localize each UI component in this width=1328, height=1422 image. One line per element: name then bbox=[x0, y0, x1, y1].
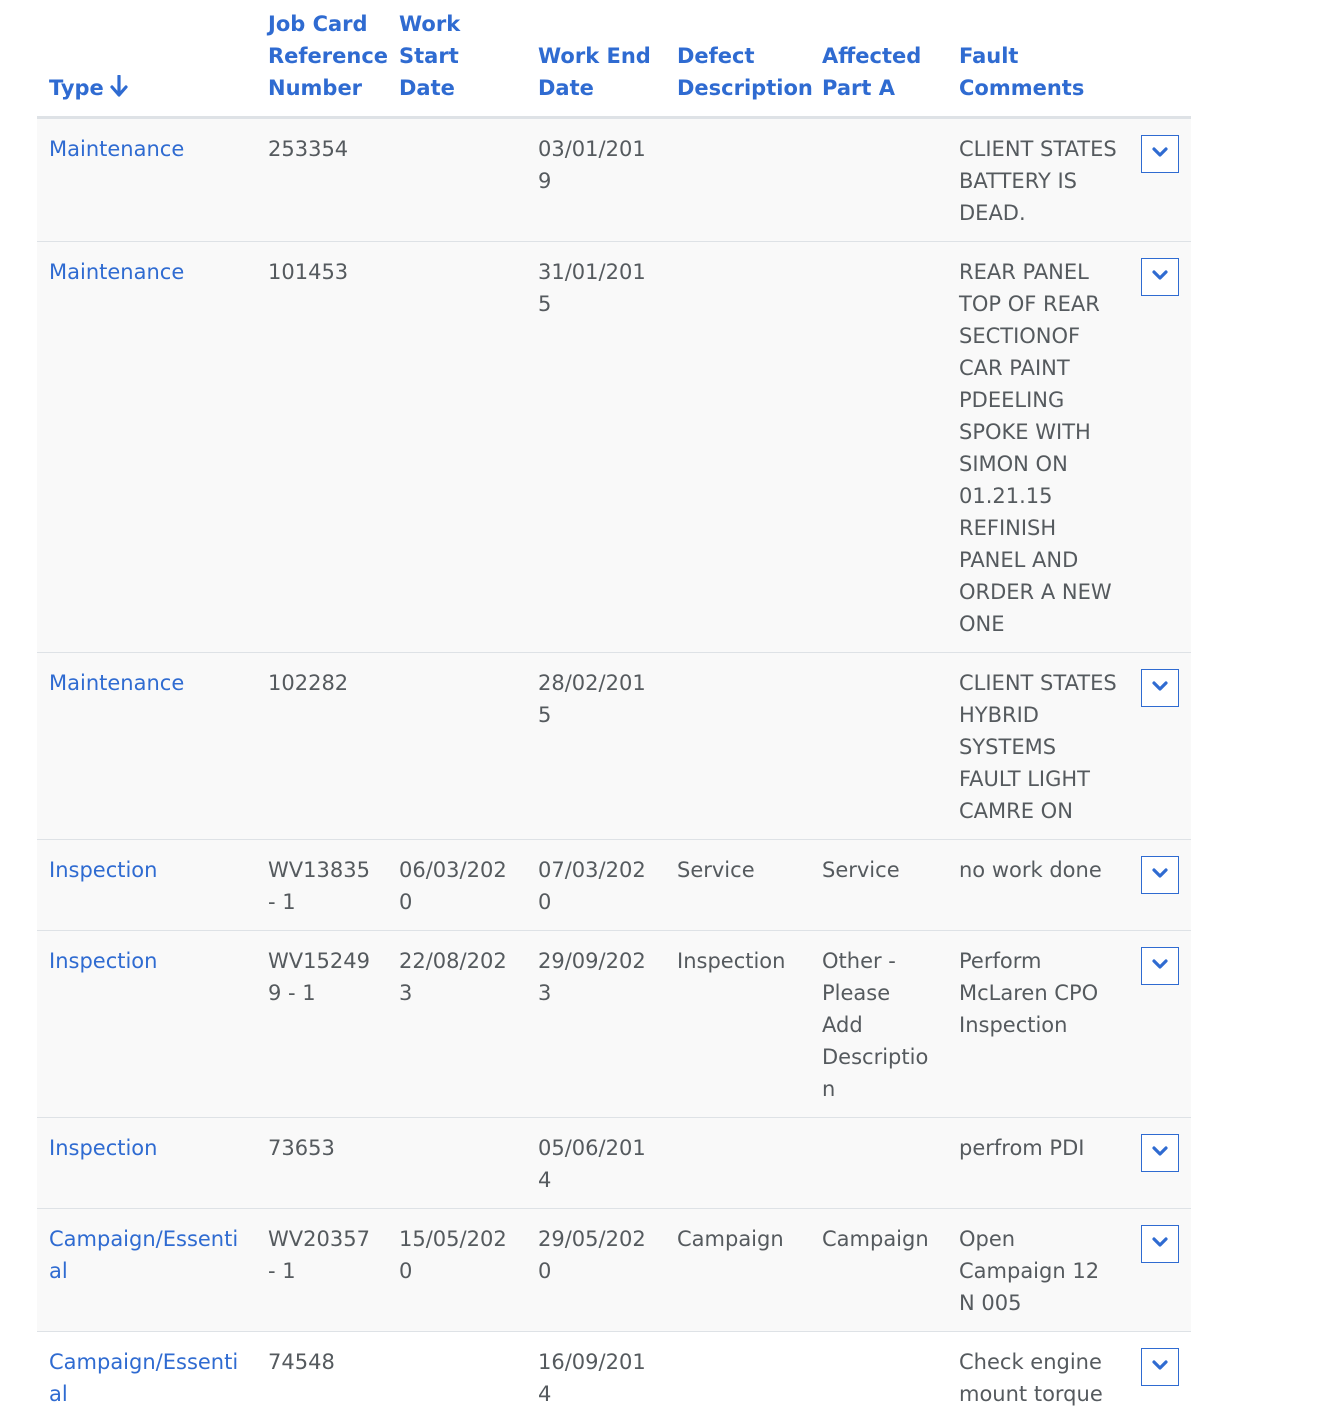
table-row bbox=[37, 840, 1191, 931]
work-end-cell: 28/02/2015 bbox=[526, 653, 665, 840]
table-row bbox=[37, 931, 1191, 1118]
fault-cell: perfrom PDI bbox=[947, 1118, 1129, 1209]
work-end-cell: 05/06/2014 bbox=[526, 1118, 665, 1209]
table-body bbox=[37, 118, 1191, 1422]
work-end-cell: 07/03/2020 bbox=[526, 840, 665, 931]
column-header-label: Work End Date bbox=[538, 44, 651, 100]
expand-row-button[interactable] bbox=[1141, 135, 1179, 173]
work-end-cell: 03/01/2019 bbox=[526, 118, 665, 242]
type-link[interactable]: Inspection bbox=[49, 1136, 157, 1160]
work-start-cell bbox=[387, 1118, 526, 1209]
defect-cell: Campaign bbox=[665, 1209, 810, 1332]
column-header-label: Defect Description bbox=[677, 44, 813, 100]
actions-cell bbox=[1129, 1118, 1191, 1209]
affected-part-cell bbox=[810, 242, 947, 653]
job-card-cell: 101453 bbox=[256, 242, 387, 653]
table-row bbox=[37, 1118, 1191, 1209]
expand-row-button[interactable] bbox=[1141, 1225, 1179, 1263]
type-cell bbox=[37, 242, 256, 653]
work-start-cell bbox=[387, 118, 526, 242]
defect-cell bbox=[665, 242, 810, 653]
defect-cell bbox=[665, 1118, 810, 1209]
chevron-down-icon bbox=[1152, 147, 1168, 159]
defect-cell: Inspection bbox=[665, 931, 810, 1118]
chevron-down-icon bbox=[1152, 959, 1168, 971]
work-end-cell: 31/01/2015 bbox=[526, 242, 665, 653]
column-header-job-card[interactable] bbox=[256, 0, 387, 118]
column-header-fault[interactable] bbox=[947, 0, 1129, 118]
job-card-cell: WV13835 - 1 bbox=[256, 840, 387, 931]
type-link[interactable]: Inspection bbox=[49, 949, 157, 973]
actions-cell bbox=[1129, 242, 1191, 653]
work-start-cell: 15/05/2020 bbox=[387, 1209, 526, 1332]
table-row bbox=[37, 1209, 1191, 1332]
column-header-label: Fault Comments bbox=[959, 44, 1084, 100]
chevron-down-icon bbox=[1152, 270, 1168, 282]
work-start-cell bbox=[387, 653, 526, 840]
column-header-actions bbox=[1129, 0, 1191, 118]
job-card-cell: 74548 bbox=[256, 1332, 387, 1422]
column-header-label: Type bbox=[49, 76, 104, 100]
table-row bbox=[37, 1332, 1191, 1422]
job-card-cell: 102282 bbox=[256, 653, 387, 840]
column-header-label: Work Start Date bbox=[399, 12, 460, 100]
type-cell bbox=[37, 118, 256, 242]
chevron-down-icon bbox=[1152, 868, 1168, 880]
affected-part-cell bbox=[810, 118, 947, 242]
work-end-cell: 16/09/2014 bbox=[526, 1332, 665, 1422]
expand-row-button[interactable] bbox=[1141, 1134, 1179, 1172]
fault-cell: Perform McLaren CPO Inspection bbox=[947, 931, 1129, 1118]
work-end-cell: 29/05/2020 bbox=[526, 1209, 665, 1332]
actions-cell bbox=[1129, 1332, 1191, 1422]
expand-row-button[interactable] bbox=[1141, 856, 1179, 894]
affected-part-cell: Other - Please Add Description bbox=[810, 931, 947, 1118]
job-card-cell: 73653 bbox=[256, 1118, 387, 1209]
column-header-defect[interactable] bbox=[665, 0, 810, 118]
type-cell bbox=[37, 1118, 256, 1209]
work-start-cell: 06/03/2020 bbox=[387, 840, 526, 931]
affected-part-cell: Service bbox=[810, 840, 947, 931]
job-card-table-container bbox=[37, 0, 1191, 1422]
column-header-label: Job Card Reference Number bbox=[268, 12, 388, 100]
column-header-type[interactable] bbox=[37, 0, 256, 118]
chevron-down-icon bbox=[1152, 1360, 1168, 1372]
expand-row-button[interactable] bbox=[1141, 258, 1179, 296]
affected-part-cell bbox=[810, 1332, 947, 1422]
fault-cell: CLIENT STATES BATTERY IS DEAD. bbox=[947, 118, 1129, 242]
actions-cell bbox=[1129, 840, 1191, 931]
fault-cell: CLIENT STATES HYBRID SYSTEMS FAULT LIGHT CAMRE ON bbox=[947, 653, 1129, 840]
expand-row-button[interactable] bbox=[1141, 947, 1179, 985]
work-start-cell bbox=[387, 1332, 526, 1422]
table-row bbox=[37, 242, 1191, 653]
type-cell bbox=[37, 1332, 256, 1422]
column-header-work-end[interactable] bbox=[526, 0, 665, 118]
actions-cell bbox=[1129, 1209, 1191, 1332]
affected-part-cell: Campaign bbox=[810, 1209, 947, 1332]
type-cell bbox=[37, 653, 256, 840]
affected-part-cell bbox=[810, 1118, 947, 1209]
actions-cell bbox=[1129, 118, 1191, 242]
type-link[interactable]: Maintenance bbox=[49, 671, 184, 695]
type-cell bbox=[37, 840, 256, 931]
defect-cell bbox=[665, 118, 810, 242]
expand-row-button[interactable] bbox=[1141, 669, 1179, 707]
header-row bbox=[37, 0, 1191, 118]
table-header bbox=[37, 0, 1191, 118]
actions-cell bbox=[1129, 931, 1191, 1118]
type-cell bbox=[37, 1209, 256, 1332]
affected-part-cell bbox=[810, 653, 947, 840]
fault-cell: REAR PANEL TOP OF REAR SECTIONOF CAR PAINT PDEELING SPOKE WITH SIMON ON 01.21.15 REFINISH PANEL AND ORDER A NEW ONE bbox=[947, 242, 1129, 653]
fault-cell: Open Campaign 12 N 005 bbox=[947, 1209, 1129, 1332]
fault-cell: no work done bbox=[947, 840, 1129, 931]
table-row bbox=[37, 653, 1191, 840]
type-link[interactable]: Campaign/Essential bbox=[49, 1227, 238, 1283]
column-header-work-start[interactable] bbox=[387, 0, 526, 118]
job-card-cell: WV20357 - 1 bbox=[256, 1209, 387, 1332]
table-row bbox=[37, 118, 1191, 242]
work-end-cell: 29/09/2023 bbox=[526, 931, 665, 1118]
type-link[interactable]: Maintenance bbox=[49, 260, 184, 284]
column-header-affected-part[interactable] bbox=[810, 0, 947, 118]
job-card-table bbox=[37, 0, 1191, 1422]
fault-cell: Check engine mount torque bbox=[947, 1332, 1129, 1422]
type-cell bbox=[37, 931, 256, 1118]
chevron-down-icon bbox=[1152, 1237, 1168, 1249]
job-card-cell: WV152499 - 1 bbox=[256, 931, 387, 1118]
type-link[interactable]: Maintenance bbox=[49, 137, 184, 161]
work-start-cell bbox=[387, 242, 526, 653]
work-start-cell: 22/08/2023 bbox=[387, 931, 526, 1118]
type-link[interactable]: Inspection bbox=[49, 858, 157, 882]
chevron-down-icon bbox=[1152, 681, 1168, 693]
expand-row-button[interactable] bbox=[1141, 1348, 1179, 1386]
column-header-label: Affected Part A bbox=[822, 44, 921, 100]
chevron-down-icon bbox=[1152, 1146, 1168, 1158]
defect-cell bbox=[665, 1332, 810, 1422]
defect-cell: Service bbox=[665, 840, 810, 931]
down-arrow-icon bbox=[110, 75, 128, 97]
type-link[interactable]: Campaign/Essential bbox=[49, 1350, 238, 1406]
defect-cell bbox=[665, 653, 810, 840]
actions-cell bbox=[1129, 653, 1191, 840]
job-card-cell: 253354 bbox=[256, 118, 387, 242]
